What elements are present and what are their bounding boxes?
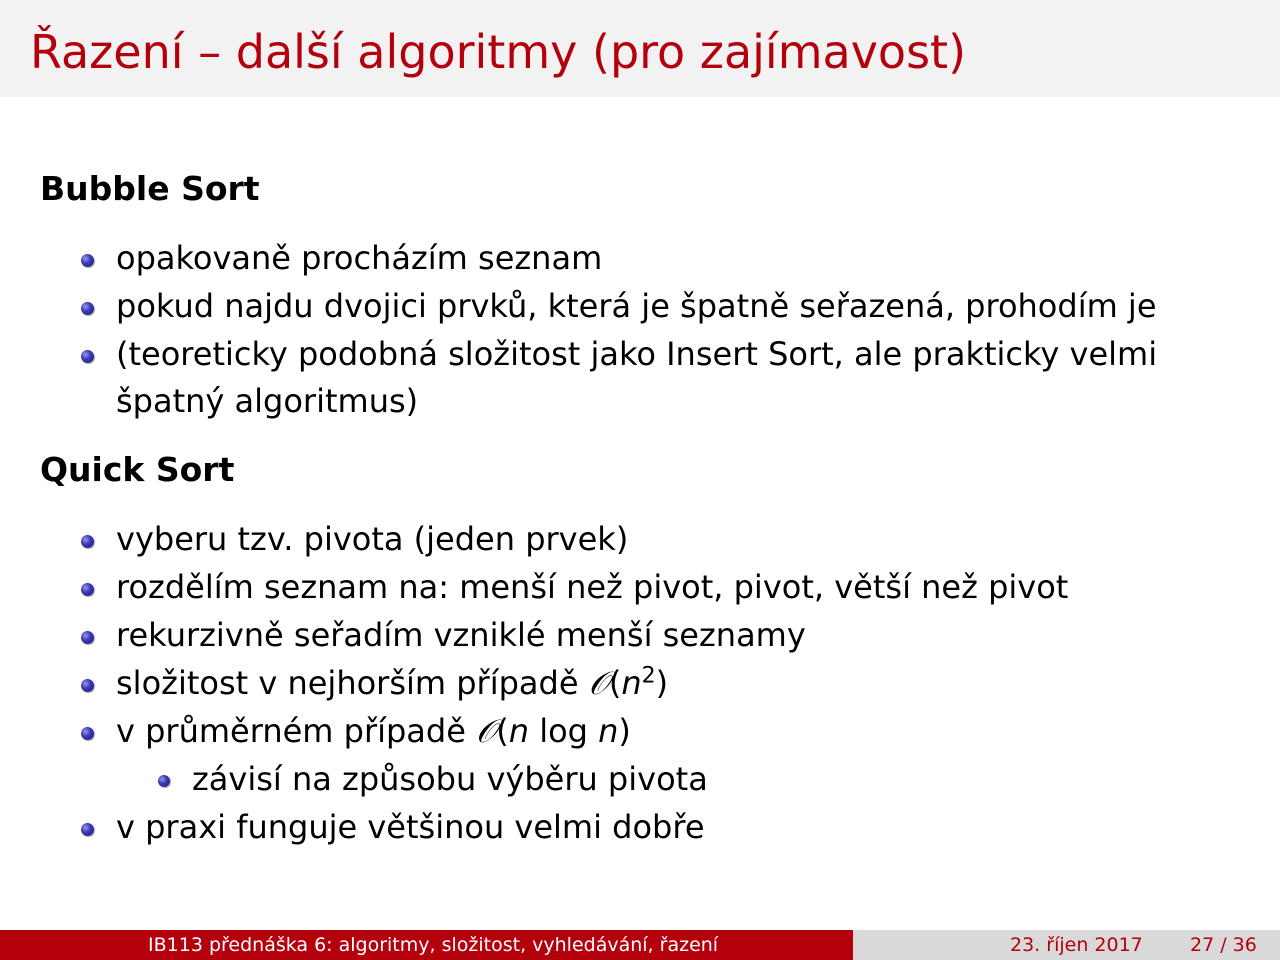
paren-close: ) xyxy=(655,664,669,702)
footer xyxy=(0,930,1280,960)
list-item-text: špatný algoritmus) xyxy=(116,382,419,420)
bullet-icon xyxy=(81,631,94,644)
list-item-text: opakovaně procházím seznam xyxy=(116,239,603,277)
bullet-icon xyxy=(81,254,94,267)
title-bar xyxy=(0,0,1280,97)
var-n: n xyxy=(621,664,642,702)
var-n: n xyxy=(508,712,530,750)
log-operator: log xyxy=(529,712,599,750)
list-item-text: v praxi funguje většinou velmi dobře xyxy=(116,808,705,846)
list-item-text: vyberu tzv. pivota (jeden prvek) xyxy=(116,520,629,558)
average-case-formula xyxy=(476,712,631,750)
paren-open: ( xyxy=(608,664,622,702)
exponent: 2 xyxy=(641,663,656,689)
bubble-sort-heading: Bubble Sort xyxy=(40,169,260,208)
bullet-icon xyxy=(81,302,94,315)
bullet-icon xyxy=(81,583,94,596)
var-n: n xyxy=(598,712,619,750)
footer-left-panel xyxy=(0,930,853,960)
list-item-text: rozdělím seznam na: menší než pivot, pivot, větší než pivot xyxy=(116,568,1069,606)
list-item-text: rekurzivně seřadím vzniklé menší seznamy xyxy=(116,616,806,654)
quick-sort-heading: Quick Sort xyxy=(40,450,235,489)
paren-close: ) xyxy=(618,712,631,750)
paren-open: ( xyxy=(496,712,509,750)
big-o-symbol: 𝒪 xyxy=(588,664,609,702)
bullet-icon xyxy=(81,679,94,692)
bullet-icon xyxy=(81,823,94,836)
list-item-text: pokud najdu dvojici prvků, která je špatně seřazená, prohodím je xyxy=(116,287,1157,325)
bullet-icon xyxy=(81,535,94,548)
big-o-symbol: 𝒪 xyxy=(476,712,497,750)
list-item-text xyxy=(116,659,668,707)
slide-title: Řazení – další algoritmy (pro zajímavost) xyxy=(30,25,967,79)
footer-title: IB113 přednáška 6: algoritmy, složitost, vyhledávání, řazení xyxy=(148,934,719,956)
worst-case-label: složitost v nejhorším případě xyxy=(116,664,579,702)
bullet-icon xyxy=(158,775,170,787)
list-item-text xyxy=(116,707,631,755)
bullet-icon xyxy=(81,727,94,740)
worst-case-formula xyxy=(589,664,668,702)
list-item-text: závisí na způsobu výběru pivota xyxy=(192,760,708,798)
footer-date: 23. říjen 2017 xyxy=(1010,934,1143,956)
bullet-icon xyxy=(81,350,94,363)
page-number: 27 / 36 xyxy=(1190,934,1257,956)
average-case-label: v průměrném případě xyxy=(116,712,466,750)
list-item-text: (teoreticky podobná složitost jako Insert Sort, ale prakticky velmi xyxy=(116,335,1158,373)
